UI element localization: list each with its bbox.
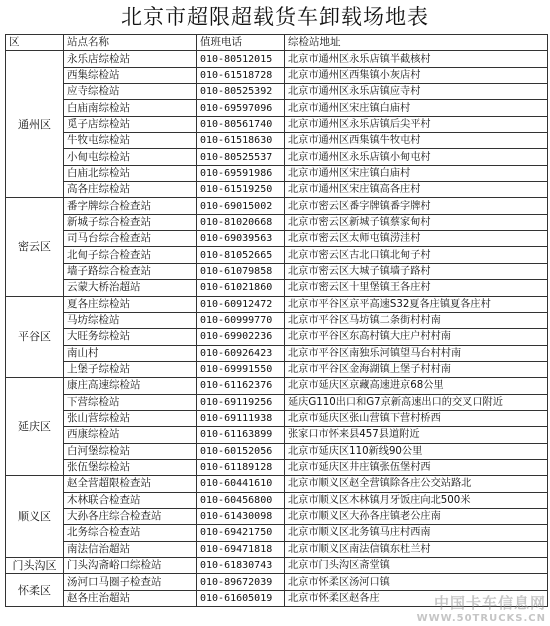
district-cell: 密云区 (6, 198, 64, 296)
header-duty-phone: 值班电话 (197, 35, 285, 51)
duty-phone-cell: 010-69591986 (197, 165, 285, 181)
table-row (6, 296, 548, 312)
address-cell: 北京市顺义区大孙各庄镇老公庄南 (285, 508, 548, 524)
duty-phone-cell: 010-61430098 (197, 508, 285, 524)
station-name-cell: 北甸子综合检查站 (64, 247, 197, 263)
table-row (6, 345, 548, 361)
station-name-cell: 应寺综检站 (64, 84, 197, 100)
table-row (6, 280, 548, 296)
duty-phone-cell: 010-69039563 (197, 231, 285, 247)
address-cell: 北京市密云区太师屯镇涝洼村 (285, 231, 548, 247)
duty-phone-cell: 010-61830743 (197, 558, 285, 574)
table-row (6, 198, 548, 214)
station-name-cell: 张伍堡综检站 (64, 459, 197, 475)
station-name-cell: 高各庄综检站 (64, 182, 197, 198)
table-row (6, 508, 548, 524)
address-cell: 张家口市怀来县457县道附近 (285, 427, 548, 443)
address-cell: 北京市延庆区京藏高速进京68公里 (285, 378, 548, 394)
duty-phone-cell: 010-80525537 (197, 149, 285, 165)
station-name-cell: 木林联合检查站 (64, 492, 197, 508)
table-row (6, 133, 548, 149)
station-name-cell: 马坊综检站 (64, 312, 197, 328)
duty-phone-cell: 010-69902236 (197, 329, 285, 345)
station-name-cell: 北务综合检查站 (64, 525, 197, 541)
duty-phone-cell: 010-61163899 (197, 427, 285, 443)
watermark-line-2: WWW.50TRUCKS.CN (416, 613, 546, 624)
duty-phone-cell: 010-69991550 (197, 361, 285, 377)
address-cell: 北京市通州区宋庄镇白庙村 (285, 165, 548, 181)
station-name-cell: 新城子综合检查站 (64, 214, 197, 230)
table-row (6, 231, 548, 247)
table-row (6, 525, 548, 541)
table-row (6, 263, 548, 279)
duty-phone-cell: 010-60456800 (197, 492, 285, 508)
address-cell: 北京市延庆区井庄镇张伍堡村西 (285, 459, 548, 475)
station-name-cell: 司马台综合检查站 (64, 231, 197, 247)
duty-phone-cell: 010-60441610 (197, 476, 285, 492)
table-body (6, 51, 548, 607)
table-row (6, 100, 548, 116)
table-row (6, 492, 548, 508)
station-name-cell: 墙子路综合检查站 (64, 263, 197, 279)
address-cell: 北京市通州区西集镇牛牧屯村 (285, 133, 548, 149)
address-cell: 北京市顺义区北务镇马庄村西南 (285, 525, 548, 541)
duty-phone-cell: 010-61079858 (197, 263, 285, 279)
district-cell: 顺义区 (6, 476, 64, 558)
table-row (6, 67, 548, 83)
duty-phone-cell: 010-89672039 (197, 574, 285, 590)
address-cell: 北京市顺义区木林镇月牙饭庄向北500米 (285, 492, 548, 508)
table-row (6, 247, 548, 263)
station-name-cell: 白庙北综检站 (64, 165, 197, 181)
address-cell: 北京市密云区番字牌镇番字牌村 (285, 198, 548, 214)
table-row (6, 410, 548, 426)
station-name-cell: 南法信治超站 (64, 541, 197, 557)
district-cell: 门头沟区 (6, 558, 64, 574)
duty-phone-cell: 010-81052665 (197, 247, 285, 263)
address-cell: 北京市门头沟区斋堂镇 (285, 558, 548, 574)
table-row (6, 394, 548, 410)
station-name-cell: 汤河口马圈子检查站 (64, 574, 197, 590)
table-row (6, 378, 548, 394)
header-district: 区 (6, 35, 64, 51)
duty-phone-cell: 010-61021860 (197, 280, 285, 296)
address-cell: 北京市平谷区马坊镇二条街村村南 (285, 312, 548, 328)
district-cell: 平谷区 (6, 296, 64, 378)
district-cell: 怀柔区 (6, 574, 64, 607)
duty-phone-cell: 010-69119256 (197, 394, 285, 410)
address-cell: 北京市延庆区110新线90公里 (285, 443, 548, 459)
watermark-line-1: 中国卡车信息网 (433, 594, 546, 612)
table-row (6, 165, 548, 181)
table-row (6, 574, 548, 590)
duty-phone-cell: 010-61518630 (197, 133, 285, 149)
address-cell: 北京市延庆区张山营镇下营村桥西 (285, 410, 548, 426)
station-name-cell: 大旺务综检站 (64, 329, 197, 345)
table-row (6, 214, 548, 230)
district-cell: 通州区 (6, 51, 64, 198)
address-cell: 北京市通州区永乐店镇小甸屯村 (285, 149, 548, 165)
address-cell: 北京市通州区宋庄镇白庙村 (285, 100, 548, 116)
district-cell: 延庆区 (6, 378, 64, 476)
table-row (6, 459, 548, 475)
duty-phone-cell: 010-69015002 (197, 198, 285, 214)
duty-phone-cell: 010-61162376 (197, 378, 285, 394)
station-name-cell: 赵各庄治超站 (64, 590, 197, 606)
station-name-cell: 西集综检站 (64, 67, 197, 83)
station-name-cell: 上堡子综检站 (64, 361, 197, 377)
station-name-cell: 赵全营超限检查站 (64, 476, 197, 492)
duty-phone-cell: 010-80525392 (197, 84, 285, 100)
station-name-cell: 白庙南综检站 (64, 100, 197, 116)
station-name-cell: 下营综检站 (64, 394, 197, 410)
table-row (6, 361, 548, 377)
address-cell: 北京市顺义区南法信镇东杜兰村 (285, 541, 548, 557)
station-name-cell: 番字牌综合检查站 (64, 198, 197, 214)
table-row (6, 443, 548, 459)
address-cell: 北京市平谷区金海湖镇上堡子村村南 (285, 361, 548, 377)
table-row (6, 51, 548, 67)
table-row (6, 182, 548, 198)
header-address: 综检站地址 (285, 35, 548, 51)
address-cell: 北京市通州区永乐店镇后尖平村 (285, 116, 548, 132)
duty-phone-cell: 010-61605019 (197, 590, 285, 606)
table-row (6, 541, 548, 557)
address-cell: 北京市通州区宋庄镇高各庄村 (285, 182, 548, 198)
duty-phone-cell: 010-80561740 (197, 116, 285, 132)
address-cell: 北京市密云区古北口镇北甸子村 (285, 247, 548, 263)
station-name-cell: 小甸屯综检站 (64, 149, 197, 165)
table-row (6, 558, 548, 574)
address-cell: 北京市顺义区赵全营镇除各庄公交站路北 (285, 476, 548, 492)
address-cell: 北京市密云区十里堡镇王各庄村 (285, 280, 548, 296)
table-row (6, 329, 548, 345)
duty-phone-cell: 010-60152056 (197, 443, 285, 459)
station-name-cell: 大孙各庄综合检查站 (64, 508, 197, 524)
address-cell: 北京市怀柔区赵各庄 (285, 590, 548, 606)
station-name-cell: 觅子店综检站 (64, 116, 197, 132)
address-cell: 北京市平谷区东高村镇大庄户村村南 (285, 329, 548, 345)
header-station-name: 站点名称 (64, 35, 197, 51)
duty-phone-cell: 010-60999770 (197, 312, 285, 328)
address-cell: 北京市通州区西集镇小灰店村 (285, 67, 548, 83)
table-header-row (6, 35, 548, 51)
address-cell: 北京市通州区永乐店镇半截核村 (285, 51, 548, 67)
station-name-cell: 张山营综检站 (64, 410, 197, 426)
station-name-cell: 永乐店综检站 (64, 51, 197, 67)
station-name-cell: 牛牧屯综检站 (64, 133, 197, 149)
duty-phone-cell: 010-60926423 (197, 345, 285, 361)
address-cell: 北京市平谷区京平高速S32夏各庄镇夏各庄村 (285, 296, 548, 312)
page-title: 北京市超限超载货车卸载场地表 (121, 5, 429, 29)
duty-phone-cell: 010-69597096 (197, 100, 285, 116)
station-name-cell: 云蒙大桥治超站 (64, 280, 197, 296)
station-name-cell: 门头沟斋峪口综检站 (64, 558, 197, 574)
duty-phone-cell: 010-61519250 (197, 182, 285, 198)
table-row (6, 149, 548, 165)
address-cell: 北京市密云区大城子镇墙子路村 (285, 263, 548, 279)
address-cell: 北京市通州区永乐店镇应寺村 (285, 84, 548, 100)
table-row (6, 84, 548, 100)
duty-phone-cell: 010-81020668 (197, 214, 285, 230)
station-name-cell: 南山村 (64, 345, 197, 361)
address-cell: 北京市密云区新城子镇蔡家甸村 (285, 214, 548, 230)
station-name-cell: 白河堡综检站 (64, 443, 197, 459)
station-name-cell: 夏各庄综检站 (64, 296, 197, 312)
duty-phone-cell: 010-61189128 (197, 459, 285, 475)
duty-phone-cell: 010-61518728 (197, 67, 285, 83)
duty-phone-cell: 010-69111938 (197, 410, 285, 426)
duty-phone-cell: 010-69421750 (197, 525, 285, 541)
station-name-cell: 康庄高速综检站 (64, 378, 197, 394)
table-row (6, 116, 548, 132)
duty-phone-cell: 010-69471818 (197, 541, 285, 557)
address-cell: 北京市平谷区南独乐河镇望马台村村南 (285, 345, 548, 361)
address-cell: 延庆G110出口和G7京新高速出口的交叉口附近 (285, 394, 548, 410)
address-cell: 北京市怀柔区汤河口镇 (285, 574, 548, 590)
table-row (6, 476, 548, 492)
unloading-site-table (5, 34, 548, 607)
duty-phone-cell: 010-80512015 (197, 51, 285, 67)
duty-phone-cell: 010-60912472 (197, 296, 285, 312)
table-row (6, 427, 548, 443)
watermark (417, 592, 546, 624)
station-name-cell: 西康综检站 (64, 427, 197, 443)
table-row (6, 312, 548, 328)
